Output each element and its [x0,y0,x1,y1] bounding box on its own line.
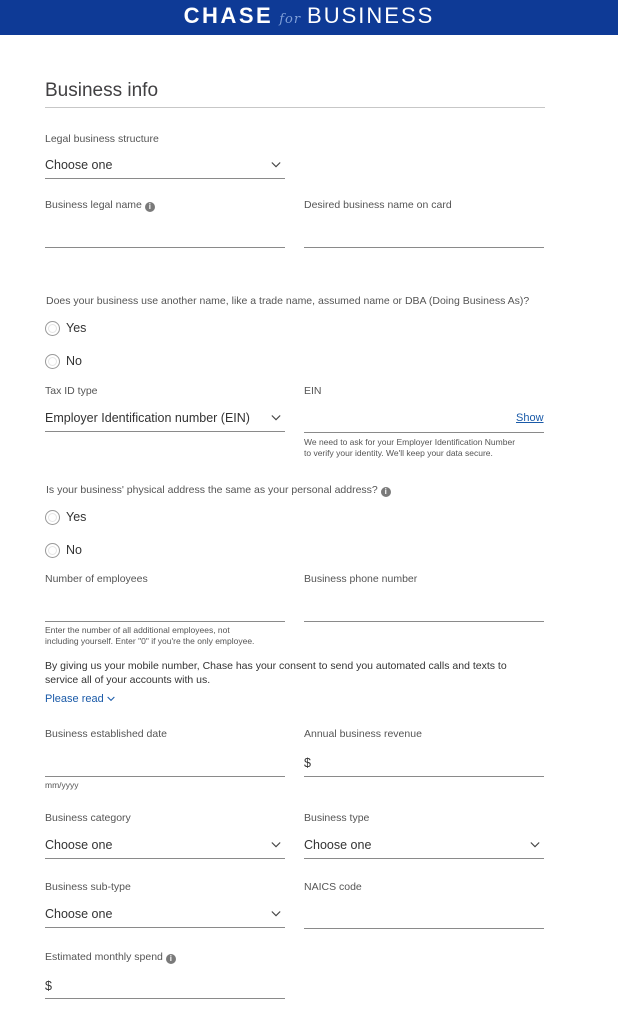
logo-business: BUSINESS [307,3,435,28]
business-type-select[interactable] [304,830,544,860]
chevron-down-icon [530,840,540,850]
please-read-link[interactable]: Please read [45,693,115,705]
field-underline [45,858,285,859]
chase-for-business-logo [184,0,435,37]
category-select[interactable] [45,830,285,860]
legal-name-label: Business legal name i [45,199,155,212]
tax-id-type-label: Tax ID type [45,385,98,397]
employees-input[interactable] [45,598,285,618]
monthly-spend-label: Estimated monthly spend i [45,951,176,964]
subtype-value: Choose one [45,907,113,921]
chevron-down-icon [271,413,281,423]
card-name-label: Desired business name on card [304,199,452,211]
chevron-down-icon [271,160,281,170]
address-no-label: No [66,543,82,557]
phone-label: Business phone number [304,573,418,585]
logo-chase: CHASE [183,3,274,28]
naics-label: NAICS code [304,881,362,893]
established-date-label: Business established date [45,728,167,740]
info-icon[interactable]: i [166,954,176,964]
established-date-input[interactable] [45,753,285,773]
dba-question: Does your business use another name, like a trade name, assumed name or DBA (Doing Business As)? [46,295,530,307]
dba-yes-label: Yes [66,321,87,335]
revenue-input[interactable] [316,753,544,773]
established-date-hint: mm/yyyy [45,780,79,790]
section-title: Business info [45,80,159,101]
field-underline [45,247,285,248]
revenue-currency-prefix: $ [304,756,311,770]
monthly-spend-input[interactable] [57,976,285,996]
logo-for: for [279,12,302,27]
field-underline [45,431,285,432]
employees-help-text: Enter the number of all additional employees, not including yourself. Enter "0" if you're the only employee. [45,625,255,646]
ein-show-link[interactable]: Show [516,412,544,424]
info-icon[interactable]: i [145,202,155,212]
field-underline [304,247,544,248]
phone-input[interactable] [304,598,544,618]
info-icon[interactable]: i [381,487,391,497]
field-underline [304,858,544,859]
radio-unchecked-icon [45,510,60,525]
address-yes-radio[interactable] [45,509,125,527]
legal-structure-value: Choose one [45,158,113,172]
tax-id-type-select[interactable] [45,403,285,433]
ein-help-text: We need to ask for your Employer Identification Number to verify your identity. We'll keep your data secure. [304,437,516,458]
field-underline [45,927,285,928]
section-divider [45,107,545,108]
brand-header [0,0,618,35]
field-underline [304,928,544,929]
dba-no-radio[interactable] [45,353,125,371]
naics-input[interactable] [304,905,544,925]
tax-id-type-value: Employer Identification number (EIN) [45,411,250,425]
category-label: Business category [45,812,131,824]
legal-structure-select[interactable] [45,150,285,180]
radio-unchecked-icon [45,321,60,336]
revenue-label: Annual business revenue [304,728,422,740]
field-underline [304,621,544,622]
chevron-down-icon [271,909,281,919]
legal-name-input[interactable] [45,225,285,245]
address-yes-label: Yes [66,510,87,524]
field-underline [45,178,285,179]
ein-label: EIN [304,385,322,397]
field-underline [304,432,544,433]
business-type-value: Choose one [304,838,372,852]
chevron-down-icon [271,840,281,850]
radio-unchecked-icon [45,354,60,369]
chevron-down-icon [107,696,115,702]
field-underline [304,776,544,777]
category-value: Choose one [45,838,113,852]
legal-structure-label: Legal business structure [45,133,159,145]
dba-no-label: No [66,354,82,368]
address-no-radio[interactable] [45,542,125,560]
business-type-label: Business type [304,812,370,824]
card-name-input[interactable] [304,225,544,245]
subtype-label: Business sub-type [45,881,131,893]
field-underline [45,776,285,777]
monthly-spend-currency-prefix: $ [45,979,52,993]
address-question: Is your business' physical address the same as your personal address? i [46,484,391,497]
field-underline [45,998,285,999]
radio-unchecked-icon [45,543,60,558]
field-underline [45,621,285,622]
employees-label: Number of employees [45,573,148,585]
ein-input[interactable] [304,410,504,430]
subtype-select[interactable] [45,899,285,929]
dba-yes-radio[interactable] [45,320,125,338]
consent-text: By giving us your mobile number, Chase has your consent to send you automated calls and texts to service all of your accounts with us. [45,660,507,686]
